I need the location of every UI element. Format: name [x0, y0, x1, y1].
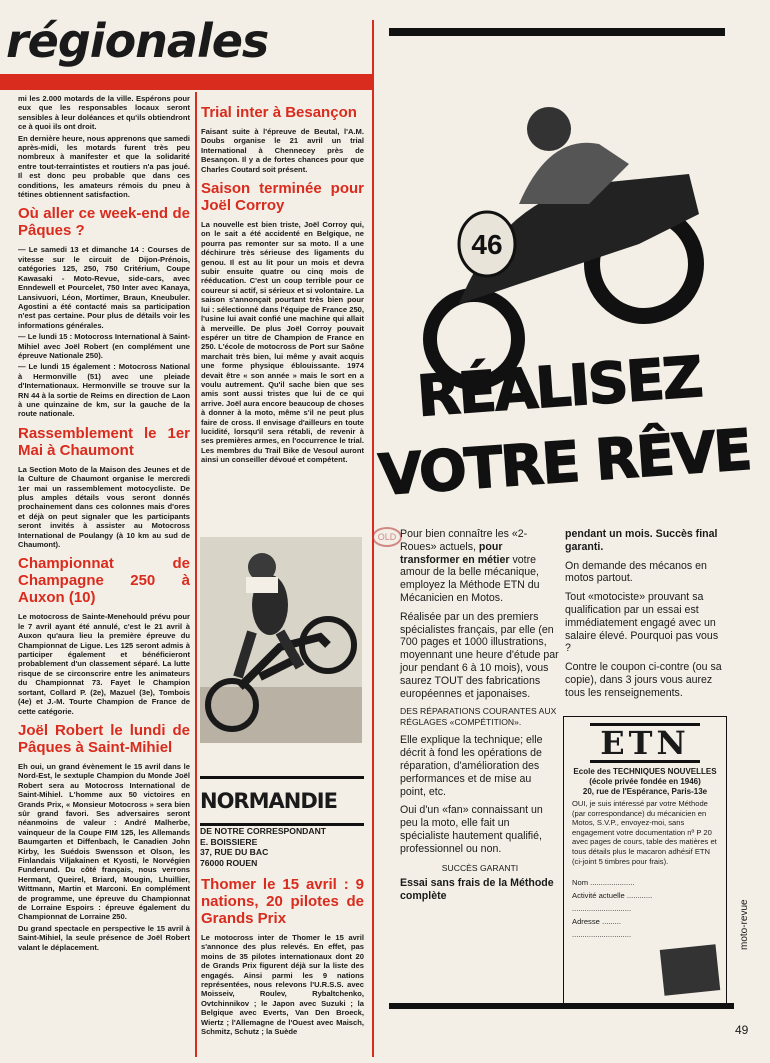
coupon-field-label: Activité actuelle: [572, 891, 625, 901]
address-line: 76000 ROUEN: [200, 857, 258, 868]
section-heading-normandie: NORMANDIE: [200, 776, 364, 826]
ad-text: Pour bien connaître les «2-Roues» actuels,: [400, 528, 528, 553]
correspondent-address: [200, 826, 364, 868]
coupon-form: [572, 876, 718, 941]
body-paragraph: — Le lundi 15 également : Motocross National à Hermonville (51) avec une pleiade d'Internationaux. Hermonville se trouve sur la RN 44 à la sortie de Reims en direction de Laon à une quinzaine de km, sur la gauche de la route nationale.: [18, 362, 190, 419]
magazine-side-label: moto-revue: [739, 899, 750, 950]
section-masthead: régionales: [6, 14, 269, 68]
ad-emphasis: pour transformer en métier: [400, 540, 510, 566]
bike-race-number: 46: [471, 229, 503, 260]
ad-guarantee: pendant un mois. Succès final garanti.: [565, 528, 718, 553]
body-paragraph: Le motocross inter de Thomer le 15 avril s'annonce des plus relevés. En effet, pas moins de 35 pilotes internationaux dont 20 de Grands Prix figurent déjà sur la liste des engagés. Ainsi parmi les 9 nations représentées, nous relevons l'U.R.S.S. avec Moisseiv, Roulev, Rybaltchenko, Ovtchinnikov ; le Japon avec Suzuki ; la Belgique avec Everts, Van Den Broeck, Wiertz ; l'Allemagne de l'Ouest avec Maisch, Schmitz, Schutz ; la Suède: [201, 933, 364, 1037]
ad-text-right: [565, 528, 725, 706]
manual-book-image: [660, 944, 721, 996]
coupon-school-founded: (école privée fondée en 1946): [589, 777, 701, 786]
ad-text-left: [400, 528, 560, 909]
ad-paragraph: Réalisée par un des premiers spécialistes français, par elle (en 700 pages et 1000 illustrations, moyennant une heure d'étude par jour pendant 6 à 10 mois), vous saurez TOUT des fabrications européennes et japonaises.: [400, 610, 559, 700]
headline-paques: Où aller ce week-end de Pâques ?: [18, 205, 190, 240]
coupon-field-blank[interactable]: ............................: [572, 904, 632, 914]
address-line: 37, RUE DU BAC: [200, 847, 269, 857]
ad-text: votre amour de la belle mécanique, employez la Méthode ETN du Mécanicien en Motos.: [400, 553, 540, 604]
ad-motorbike-photo: [376, 54, 753, 518]
coupon-field-nom[interactable]: Nom .....................: [572, 878, 635, 888]
ad-paragraph: [400, 528, 560, 605]
body-paragraph: La Section Moto de la Maison des Jeunes et de la Culture de Chaumont organise le mercredi 1er mai un rassemblement motocycliste. De plus amples détails vous seront donnés prochainement dans ces colonnes mais d'ores et déjà on peut signaler que les participants seront invités à assister au Motocross International de Poulangy (à 10 km au sud de Chaumont).: [18, 464, 190, 550]
coupon-field-blank[interactable]: ............................: [572, 930, 632, 940]
headline-chaumont: Rassemblement le 1er Mai à Chaumont: [18, 424, 190, 459]
body-paragraph: — Le samedi 13 et dimanche 14 : Courses de vitesse sur le circuit de Dijon-Prénois, catégories 125, 250, 750 Critérium, Coupe Kawasaki - Moto-Revue, side-cars, avec Enndewell et Pourcelet, 750 Inter avec Kanaya, Lansivuori, Léon, Mortimer, Braun, Kneubuler. Agostini a été contacté mais sa participation n'est pas certaine. Pour plus de détails voir les informations générales.: [18, 245, 190, 330]
top-black-rule: [389, 28, 725, 36]
article-column-2: [201, 104, 364, 467]
headline-saint-mihiel: Joël Robert le lundi de Pâques à Saint-Mihiel: [18, 721, 190, 756]
ad-headline-realisez: RÉALISEZ: [415, 345, 704, 430]
body-paragraph: Faisant suite à l'épreuve de Beutal, l'A.M. Doubs organise le 21 avril un trial International à Chennecey près de Besançon. Il y a de fortes chances pour que Charles Coutard soit présent.: [201, 127, 364, 174]
motocross-rider-photo: [200, 537, 362, 743]
coupon-field-label: Adresse: [572, 917, 600, 927]
ad-paragraph: Tout «motociste» prouvant sa qualification par un essai est immédiatement engagé avec un salaire élevé. Pourquoi pas vous ?: [565, 591, 719, 655]
etn-logo: ETN: [590, 723, 700, 763]
ad-paragraph: On demande des mécanos en motos partout.: [565, 559, 707, 585]
page-number: 49: [735, 1023, 749, 1037]
coupon-school-address: 20, rue de l'Espérance, Paris-13e: [582, 787, 708, 796]
body-paragraph: La nouvelle est bien triste, Joël Corroy qui, on le sait a été accidenté en Belgique, ne pourra pas remonter sur sa moto. Il a une déchirure très sérieuse des ligaments du genou. Il est au lit pour un mois et devra subir ensuite quatre ou cinq mois de rééducation. C'est un coup terrible pour ce coureur si actif, si sérieux et si volontaire. La saison s'annonçait pourtant très bien pour lui : sélectionné dans l'équipe de France 250, l'usine lui avait confié une machine qui allait à merveille. De plus Joël Corroy pouvait espérer un titre de Champion de France en 250. L'école de motocross de Port sur Saône marchait très bien, lui même y avait acquis une forme physique éblouissante. 1974 devait être « son année » mais le sort en a voulu autrement. Qu'il sache bien que ses amis sont aussi tristes que lui de ce qui arrive. Joël aura encore beaucoup de choses à donner à la moto, même s'il ne peut plus faire de cross. Il envisage d'ailleurs en toute lucidité, lorsqu'il sera rétabli, de revenir à ses premières armes, en l'occurrence le trial. Les membres du Trail Bike de Vesoul auront ainsi un conseiller dévoué et compétent.: [201, 220, 364, 465]
coupon-field-adresse[interactable]: Adresse .........: [572, 917, 621, 927]
article-column-1: [18, 94, 190, 954]
body-paragraph: Le motocross de Sainte-Menehould prévu pour le 7 avril ayant été annulé, c'est le 21 avril à Auxon qu'aura lieu la première épreuve du Championnat de Ligue. Les 125 seront admis à participer également et bénéficieront probablement d'un classement séparé. La lutte risque de se circonscrire entre les animateurs du Championnat 73. Fayet le Champion sortant, Collard P. (2e), Mazuel (3e), Tombois (4e) et J.-M. Tourte Champion de France de cette catégorie.: [18, 612, 190, 716]
ad-paragraph: Elle explique la technique; elle décrit à fond les opérations de réparation, d'amélioration des performances et de mise au point, etc.: [400, 734, 543, 798]
ad-headline-votre-reve: VOTRE RÊVE: [376, 417, 753, 509]
ad-paragraph: Contre le coupon ci-contre (ou sa copie), dans 3 jours vous aurez tous les renseignements.: [565, 661, 722, 699]
headline-auxon: Championnat de Champagne 250 à Auxon (10): [18, 555, 190, 607]
body-paragraph: Eh oui, un grand évènement le 15 avril dans le Nord-Est, le sextuple Champion du Monde Joël Robert sera au Motocross International de Saint-Mihiel. L'homme aux 50 victoires en Grands Prix, « Monsieur Motocross » sera bien sûr grand favori. Ses adversaires seront néanmoins de valeur : André Malherbe, vainqueur de la Coupe FIM 125, les Allemands Baumgarten et Diffenbach, le Canadien John Kirby, les Suédois Swensson et Olson, les Finlandais Viljakainen et Kyosti, le Norvégien Funderund. Du côté français, nous verrons Hermant, Queirel, Briard, Mougin, Lhuillier, Wittmann, Martin et Marconi. En complément de programme, une épreuve du Championnat de Lorraine Espoirs : épreuve également du Championnat de Lorraine 250.: [18, 761, 190, 922]
coupon-field-activite[interactable]: Activité actuelle ............: [572, 891, 653, 901]
ad-paragraph: Oui d'un «fan» connaissant un peu la moto, elle fait un spécialiste hautement qualifié, professionnel ou non.: [400, 804, 543, 855]
masthead-red-bar: [0, 74, 372, 90]
ad-caps-line: DES RÉPARATIONS COURANTES AUX RÉGLAGES «COMPÉTITION».: [400, 706, 557, 728]
address-line: E. BOISSIERE: [200, 836, 258, 847]
coupon-field-label: Nom: [572, 878, 589, 888]
headline-thomer: Thomer le 15 avril : 9 nations, 20 pilotes de Grands Prix: [201, 876, 364, 927]
column-divider: [195, 92, 197, 1057]
coupon-body: OUI, je suis intéressé par votre Méthode (par correspondance) du mécanicien en Motos, S.V.P., envoyez-moi, sans engagement votre documentation nº P 20 avec pages de cours, table des matières et tous détails plus le macaron adhésif ETN (ci-joint 5 timbres pour frais).: [572, 799, 717, 866]
etn-coupon[interactable]: [563, 716, 727, 1008]
headline-corroy: Saison terminée pour Joël Corroy: [201, 180, 364, 215]
address-line: DE NOTRE CORRESPONDANT: [200, 826, 327, 836]
watermark-stamp: OLD: [372, 527, 402, 547]
body-paragraph: mi les 2.000 motards de la ville. Espérons pour eux que les responsables locaux seront sensibles à leur doléances et qu'ils obtiendront ce à quoi ils ont droit.: [18, 94, 190, 132]
ad-success-caps: SUCCÈS GARANTI: [441, 862, 519, 873]
article-thomer: [201, 876, 364, 1038]
body-paragraph: — Le lundi 15 : Motocross International à Saint-Mihiel avec Joël Robert (en complément une épreuve Nationale 250).: [18, 332, 190, 360]
bottom-black-rule: [389, 1003, 734, 1009]
body-paragraph: Du grand spectacle en perspective le 15 avril à Saint-Mihiel, la seule présence de Joël Robert valant le déplacement.: [18, 923, 190, 952]
body-paragraph: En dernière heure, nous apprenons que samedi après-midi, les motards furent très peu nombreux à manifester et que la solidarité entre tout-terraintistes et routiers n'a pas joué. Il est donc peu probable que dans ces conditions, les amateurs rémois du pneu à tétines obtiennent satisfaction.: [18, 133, 190, 200]
ad-trial-offer: Essai sans frais de la Méthode complète: [400, 877, 554, 903]
coupon-school-name: Ecole des TECHNIQUES NOUVELLES: [573, 767, 717, 776]
headline-besancon: Trial inter à Besançon: [201, 104, 357, 121]
